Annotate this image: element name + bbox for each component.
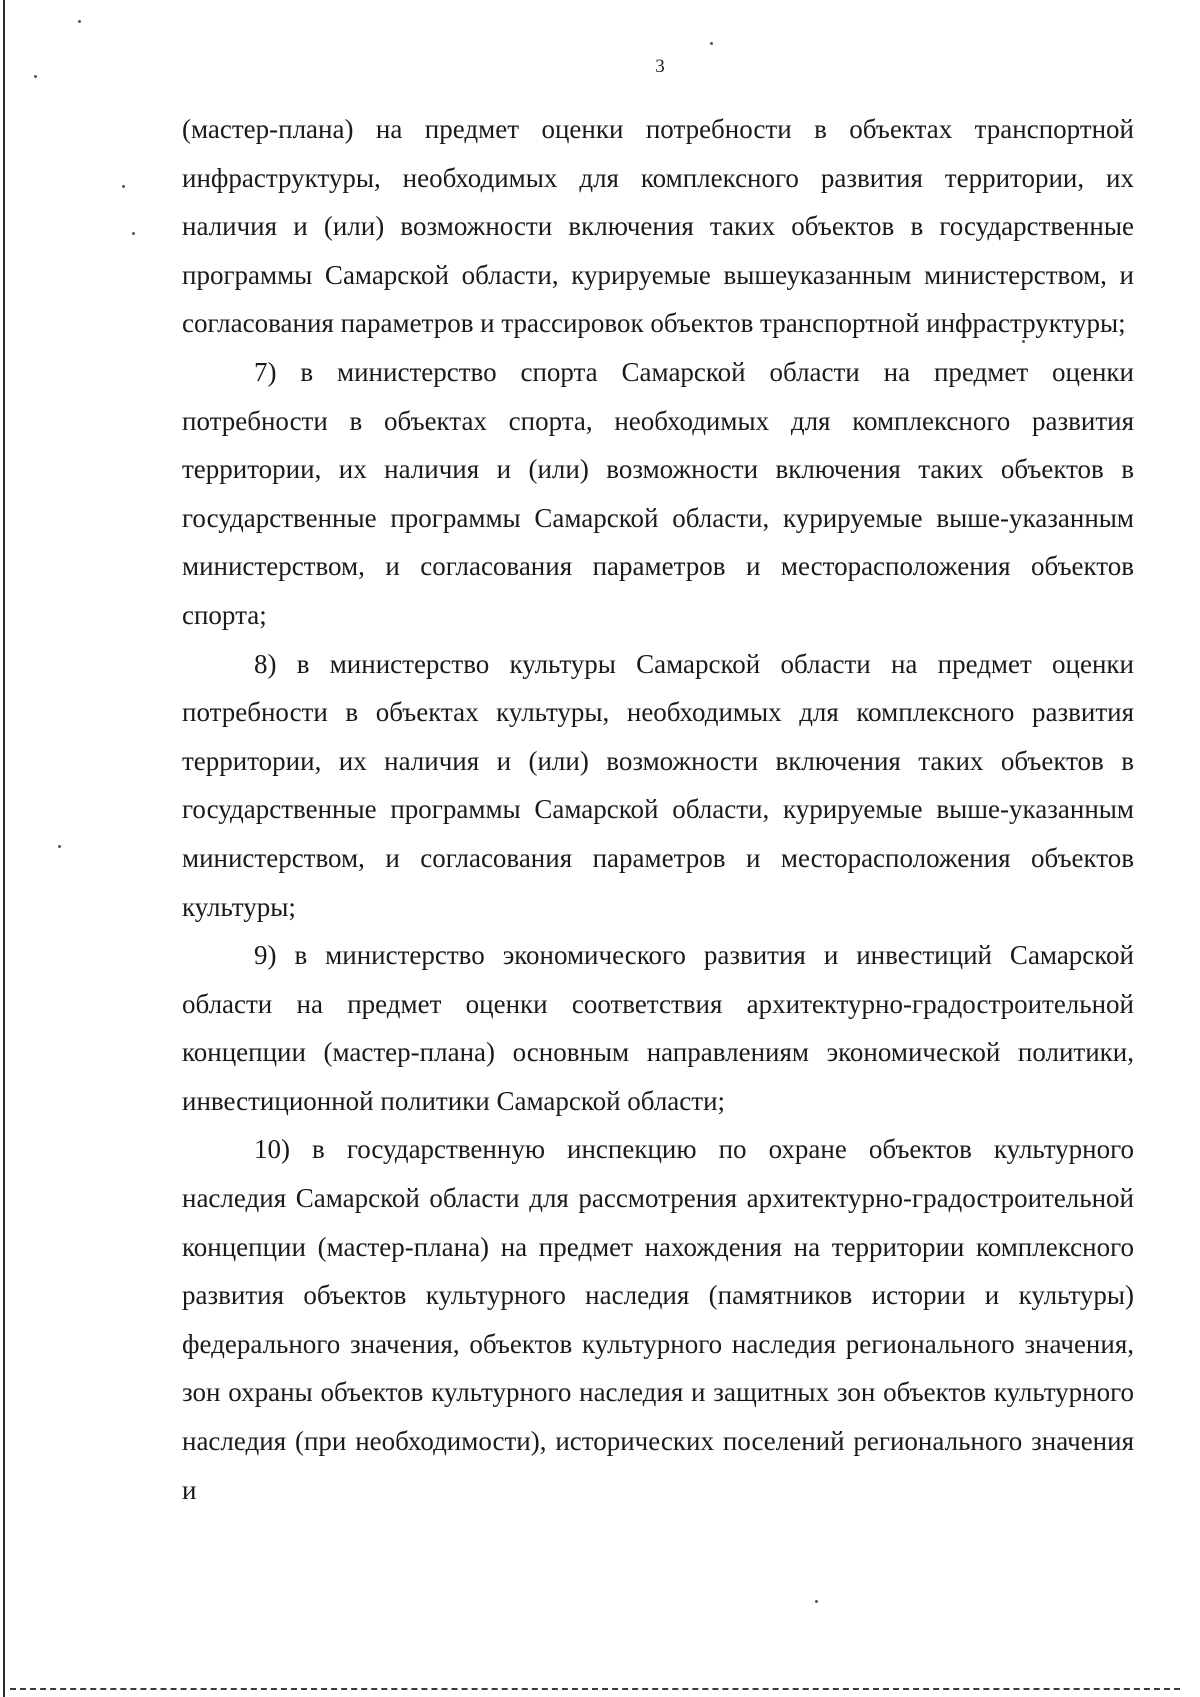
scan-speck (122, 185, 125, 188)
scan-speck (78, 20, 81, 23)
scan-speck (815, 1600, 818, 1603)
scan-speck (132, 232, 135, 235)
scan-edge-line (3, 0, 5, 1697)
paragraph-item-7: 7) в министерство спорта Самарской области на предмет оценки потребности в объектах спорта, необходимых для комплексного развития территории, их наличия и (или) возможности включения таких объектов в государственные программы Самарской области, курируемые выше-указанным министерством, и согласования параметров и месторасположения объектов спорта; (182, 356, 1134, 630)
scan-bottom-line (10, 1688, 1180, 1690)
page-number: 3 (655, 56, 665, 77)
paragraph-item-10: 10) в государственную инспекцию по охране объектов культурного наследия Самарской области для рассмотрения архитектурно-градостроительной концепции (мастер-плана) на предмет нахождения на территории комплексного развития объектов культурного наследия (памятников истории и культуры) федерального значения, объектов культурного наследия регионального значения, зон охраны объектов культурного наследия и защитных зон объектов культурного наследия (при необходимости), исторических поселений регионального значения и (182, 1134, 1134, 1505)
scan-speck (1022, 340, 1025, 343)
paragraph-continuation: (мастер-плана) на предмет оценки потребности в объектах транспортной инфраструктуры, необходимых для комплексного развития территории, их наличия и (или) возможности включения таких объектов в государственные программы Самарской области, курируемые вышеуказанным министерством, и согласования параметров и трассировок объектов транспортной инфраструктуры; (182, 114, 1134, 339)
document-body (182, 105, 1134, 1514)
paragraph-item-8: 8) в министерство культуры Самарской области на предмет оценки потребности в объектах культуры, необходимых для комплексного развития территории, их наличия и (или) возможности включения таких объектов в государственные программы Самарской области, курируемые выше-указанным министерством, и согласования параметров и месторасположения объектов культуры; (182, 648, 1134, 922)
scan-speck (34, 75, 37, 78)
scan-speck (710, 42, 713, 45)
scan-speck (58, 845, 61, 848)
paragraph-item-9: 9) в министерство экономического развития и инвестиций Самарской области на предмет оценки соответствия архитектурно-градостроительной концепции (мастер-плана) основным направлениям экономической политики, инвестиционной политики Самарской области; (182, 940, 1134, 1116)
